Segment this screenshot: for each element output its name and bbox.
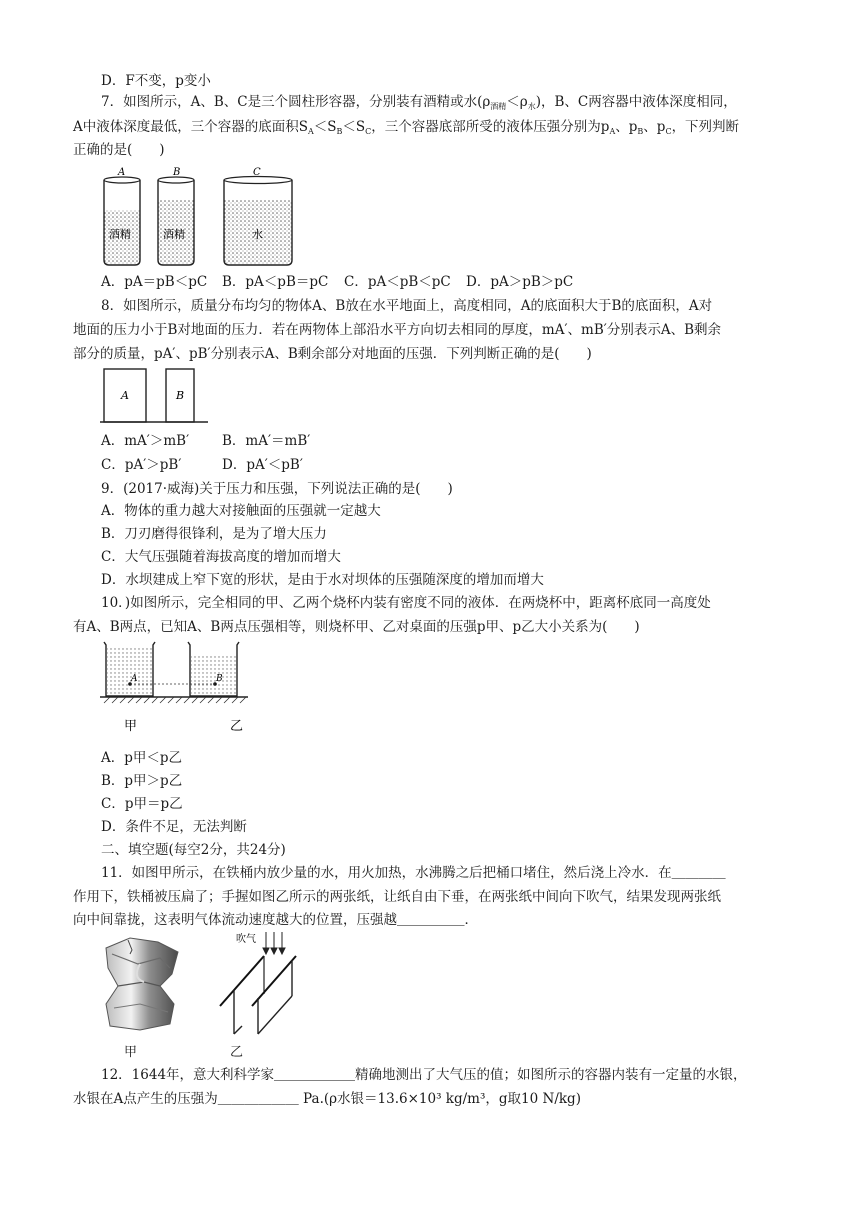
q11-stem-line1: 11．如图甲所示，在铁桶内放少量的水，用火加热，水沸腾之后把桶口堵住，然后浇上冷水．在＿＿＿＿	[101, 865, 726, 881]
block-a-label: A	[121, 389, 129, 402]
q11-stem-line3: 向中间靠拢，这表明气体流动速度越大的位置，压强越＿＿＿＿＿．	[73, 912, 478, 928]
container-b	[158, 167, 194, 265]
container-b-label: B	[173, 167, 181, 178]
q11-stem-line2: 作用下，铁桶被压扁了；手握如图乙所示的两张纸，让纸自由下垂，在两张纸中间向下吹气，结果发现两张纸	[73, 889, 721, 905]
q10-option-a: A．p甲＜p乙	[101, 750, 183, 766]
q10-figure-beakers	[98, 636, 274, 736]
section-2-title: 二、填空题(每空2分，共24分)	[101, 842, 286, 858]
q7-option-a: A．pA＝pB＜pC	[101, 274, 208, 290]
q11-fig-yi-label: 乙	[230, 1045, 244, 1060]
q9-option-a: A．物体的重力越大对接触面的压强就一定越大	[101, 503, 381, 519]
beaker-yi	[188, 642, 239, 696]
container-a-liquid: 酒精	[109, 228, 131, 241]
q12-stem-line1: 12．1644年，意大利科学家＿＿＿＿＿＿精确地测出了大气压的值；如图所示的容器内装有一定量的水银，	[101, 1067, 747, 1083]
q8-option-a: A．mA′＞mB′	[101, 433, 190, 449]
q10-option-c: C．p甲＝p乙	[101, 796, 183, 812]
q8-stem-line1: 8．如图所示，质量分布均匀的物体A、B放在水平地面上，高度相同，A的底面积大于B的底面积，A对	[101, 298, 713, 314]
q10-stem-line1: 10．)如图所示，完全相同的甲、乙两个烧杯内装有密度不同的液体．在两烧杯中，距离杯底同一高度处	[101, 595, 711, 611]
q11-figure-two-papers	[212, 930, 312, 1038]
q8-option-b: B．mA′＝mB′	[222, 433, 311, 449]
q7-option-b: B．pA＜pB＝pC	[222, 274, 329, 290]
q7-stem-line1: 7．如图所示，A、B、C是三个圆柱形容器，分别装有酒精或水$(\rho_{酒精}<\rho_水)$，B、C两容器中液体深度相同，	[101, 94, 737, 111]
q12-stem-line2: 水银在A点产生的压强为＿＿＿＿＿＿ Pa.(ρ水银＝13.6×10³ kg/m³，g取10 N/kg)	[73, 1091, 581, 1107]
point-a-label: A	[131, 674, 138, 684]
block-b-label: B	[176, 389, 185, 402]
q9-stem: 9．(2017·威海)关于压力和压强，下列说法正确的是( )	[101, 481, 453, 497]
q11-fig-jia-label: 甲	[124, 1045, 138, 1060]
container-a-label: A	[118, 167, 126, 178]
q7-stem-line3: 正确的是( )	[73, 142, 165, 158]
q8-stem-line2: 地面的压力小于B对地面的压力．若在两物体上部沿水平方向切去相同的厚度，mA′、mB′分别表示A、B剩余	[73, 322, 721, 338]
q9-option-d: D．水坝建成上窄下宽的形状，是由于水对坝体的压强随深度的增加而增大	[101, 572, 544, 588]
container-c	[224, 167, 292, 265]
q7-option-d: D．pA＞pB＞pC	[466, 274, 574, 290]
q9-option-c: C．大气压强随着海拔高度的增加而增大	[101, 549, 341, 565]
beaker-jia-label: 甲	[124, 719, 138, 734]
q10-option-d: D．条件不足，无法判断	[101, 819, 247, 835]
q11-figure-crushed-can	[100, 934, 184, 1034]
q8-option-c: C．pA′＞pB′	[101, 457, 182, 473]
q8-stem-line3: 部分的质量，pA′、pB′分别表示A、B剩余部分对地面的压强．下列判断正确的是( )	[73, 346, 592, 362]
container-b-liquid: 酒精	[163, 228, 185, 241]
q7-option-c: C．pA＜pB＜pC	[344, 274, 451, 290]
container-a	[104, 167, 140, 265]
container-c-liquid: 水	[252, 228, 263, 241]
q8-option-d: D．pA′＜pB′	[222, 457, 303, 473]
point-b-label: B	[216, 674, 223, 684]
q7-figure-containers	[96, 164, 306, 270]
beaker-jia	[104, 642, 155, 696]
q8-figure-blocks	[98, 366, 210, 426]
q10-option-b: B．p甲＞p乙	[101, 773, 183, 789]
q7-stem-line2: A中液体深度最低，三个容器的底面积$S_A<S_B<S_C$，三个容器底部所受的液体压强分别为$p_A$、$p_B$、$p_C$，下列判断	[73, 119, 740, 136]
blow-arrows-icon	[263, 932, 285, 954]
q6-option-d: D．F不变，p变小	[101, 73, 211, 89]
q9-option-b: B．刀刃磨得很锋利，是为了增大压力	[101, 526, 327, 542]
q10-stem-line2: 有A、B两点，已知A、B两点压强相等，则烧杯甲、乙对桌面的压强p甲、p乙大小关系为( )	[73, 619, 640, 635]
beaker-yi-label: 乙	[230, 719, 244, 734]
container-c-label: C	[253, 167, 261, 178]
blow-label: 吹气	[236, 934, 256, 945]
